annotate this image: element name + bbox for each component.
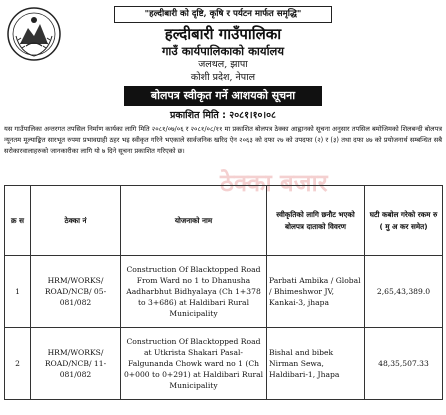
cell-sn: 1 (5, 256, 31, 328)
motto: "हल्दीबारी को दृष्टि, कृषि र पर्यटन मार्फत समृद्धि" (114, 6, 332, 23)
province-line: कोशी प्रदेश, नेपाल (190, 72, 256, 83)
cell-sn: 2 (5, 328, 31, 400)
cell-bidder: Parbati Ambika / Global / Bhimeshwor JV, Kankai-3, jhapa (267, 256, 365, 328)
cell-project: Construction Of Blacktopped Road at Utkrista Shakari Pasal-Falgunanda Chowk ward no 1 (Ch 0+000 to 0+291) at Haldibari Rural Municipality (121, 328, 267, 400)
header-bidder: स्वीकृतिको लागि छनौट भएको बोलपत्र दाताको विवरण (267, 186, 365, 256)
table-row (5, 256, 443, 328)
header-contract-no: ठेक्का नं (31, 186, 121, 256)
header-amount: घटी कबोल गरेको रकम रु ( मु अ कर समेत) (365, 186, 443, 256)
watermark: ठेक्का बजार (220, 169, 328, 197)
cell-amount: 2,65,43,389.0 (365, 256, 443, 328)
published-date: प्रकाशित मिति : २०८१।१०।०८ (170, 110, 276, 121)
tender-table (4, 185, 443, 400)
notice-title-banner: बोलपत्र स्वीकृत गर्ने आशयको सूचना (124, 86, 322, 106)
cell-bidder: Bishal and bibek Nirman Sewa, Haldibari-1, Jhapa (267, 328, 365, 400)
municipality-name: हल्दीबारी गाउँपालिका (164, 25, 282, 43)
table-row (5, 328, 443, 400)
cell-amount: 48,35,507.33 (365, 328, 443, 400)
notice-body: यस गाउँपालिका अन्तरगत तपसिल निर्माण कार्यका लागि मिति २०८१/०७/०६ र २०८१/०८/११ मा प्रकाशित बोलपत्र ठेक्का आह्वानको सूचना अनुसार तपसिल बमोजिमको शिलबन्दी बोलपत्र न्यूनतम मूल्याङ्कित सारभूत रुपमा प्रभावग्राही ठहर भइ स्वीकृत गरिने भएकाले सार्वजनिक खरिद ऐन २०६३ को दफा २७ को उपदफा (२) र (३) तथा दफा ४७ को प्रयोजनार्थ सम्बन्धित सबै सरोकारवालाहरुको जानकारीका लागि यो ७ दिने सूचना प्रकाशित गरिएको छ। (4, 125, 442, 155)
cell-contract-no: HRM/WORKS/ ROAD/NCB/ 05-081/082 (31, 256, 121, 328)
office-name: गाउँ कार्यपालिकाको कार्यालय (161, 44, 285, 58)
cell-project: Construction Of Blacktopped Road From Ward no 1 to Dhanusha Aadharbhut Bidhyalaya (Ch 1+378 to 3+686) at Haldibari Rural Municipality (121, 256, 267, 328)
office-location: जलथल, झापा (198, 59, 248, 70)
header-project: योजनाको नाम (121, 186, 267, 256)
table-header-row (5, 186, 443, 256)
header-sn: क्र स (5, 186, 31, 256)
cell-contract-no: HRM/WORKS/ ROAD/NCB/ 11-081/082 (31, 328, 121, 400)
